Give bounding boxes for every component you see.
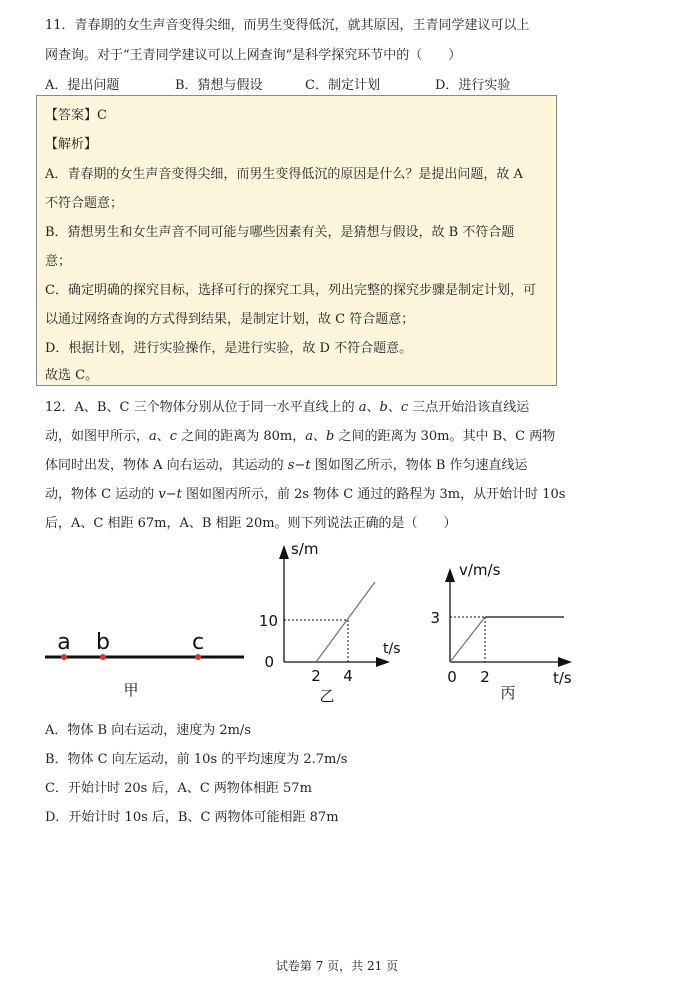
yi-x-tick-4: 4: [343, 667, 353, 685]
analysis-line-4: 意；: [45, 254, 72, 269]
figure-jia: [45, 630, 244, 699]
analysis-line-5: C．确定明确的探究目标，选择可行的探究工具，列出完整的探究步骤是制定计划，可: [45, 283, 536, 298]
yi-y-label: s/m: [291, 540, 319, 558]
analysis-line-8: 故选 C。: [45, 368, 99, 383]
answer-label: 【答案】C: [45, 108, 107, 123]
bing-caption: 丙: [500, 684, 516, 702]
q12-stem-line1: 12．A、B、C 三个物体分别从位于同一水平直线上的 a、b、c 三点开始沿该直线运: [45, 400, 530, 415]
analysis-line-7: D．根据计划，进行实验操作，是进行实验，故 D 不符合题意。: [45, 341, 413, 356]
analysis-line-2: 不符合题意；: [45, 196, 124, 211]
analysis-title: 【解析】: [45, 137, 98, 152]
yi-y-tick-10: 10: [258, 612, 278, 630]
jia-label-b: b: [96, 630, 110, 655]
analysis-line-3: B．猜想男生和女生声音不同可能与哪些因素有关，是猜想与假设，故 B 不符合题: [45, 225, 515, 240]
yi-caption: 乙: [319, 687, 335, 705]
jia-label-c: c: [191, 630, 205, 655]
figure-yi: [259, 540, 401, 705]
bing-y-label: v/m/s: [459, 561, 501, 579]
q11-option-a: A．提出问题: [45, 78, 120, 93]
q12-stem-line4: 动，物体 C 运动的 v−t 图如图丙所示，前 2s 物体 C 通过的路程为 3m，从开始计时 10s: [45, 487, 566, 502]
yi-origin-label: 0: [264, 653, 274, 671]
q12-option-d: D．开始计时 10s 后，B、C 两物体可能相距 87m: [45, 810, 339, 825]
yi-x-arrow: [376, 657, 390, 667]
yi-x-tick-2: 2: [311, 667, 321, 685]
q11-stem-line2: 网查询。对于“王青同学建议可以上网查询”是科学探究环节中的（ ）: [45, 48, 462, 63]
q11-option-b: B．猜想与假设: [175, 78, 263, 93]
yi-x-label: t/s: [383, 641, 401, 657]
q11-option-c: C．制定计划: [305, 78, 380, 93]
q12-figures: [0, 535, 674, 715]
q11-stem-line1: 11．青春期的女生声音变得尖细，而男生变得低沉，就其原因，王青同学建议可以上: [45, 18, 530, 33]
q12-option-a: A．物体 B 向右运动，速度为 2m/s: [45, 723, 251, 738]
answer-box: [36, 95, 557, 386]
bing-x-label: t/s: [553, 669, 572, 687]
analysis-line-1: A．青春期的女生声音变得尖细，而男生变得低沉的原因是什么？是提出问题，故 A: [45, 167, 523, 182]
q11-option-d: D．进行实验: [435, 78, 511, 93]
q12-stem-line3: 体同时出发，物体 A 向右运动，其运动的 s−t 图如图乙所示，物体 B 作匀速直线运: [45, 458, 528, 473]
q12-stem-line2: 动，如图甲所示，a、c 之间的距离为 80m，a、b 之间的距离为 30m。其中 B、C 两物: [45, 429, 556, 444]
yi-y-arrow: [279, 545, 289, 559]
page-footer: 试卷第 7 页，共 21 页: [275, 959, 399, 973]
bing-x-arrow: [558, 657, 572, 667]
q12-stem-line5: 后，A、C 相距 67m，A、B 相距 20m。则下列说法正确的是（ ）: [45, 516, 457, 531]
jia-caption: 甲: [123, 681, 139, 699]
bing-graph-rise: [450, 617, 485, 662]
jia-label-a: a: [57, 630, 71, 655]
q12-option-c: C．开始计时 20s 后，A、C 两物体相距 57m: [45, 781, 312, 796]
yi-graph-line: [316, 582, 375, 662]
figure-bing: [430, 561, 572, 702]
q12-option-b: B．物体 C 向左运动，前 10s 的平均速度为 2.7m/s: [45, 752, 348, 767]
bing-x-tick-2: 2: [480, 668, 490, 686]
analysis-line-6: 以通过网络查询的方式得到结果，是制定计划，故 C 符合题意；: [45, 312, 415, 327]
bing-y-arrow: [445, 568, 455, 582]
bing-origin-label: 0: [447, 668, 457, 686]
bing-y-tick-3: 3: [430, 609, 440, 627]
